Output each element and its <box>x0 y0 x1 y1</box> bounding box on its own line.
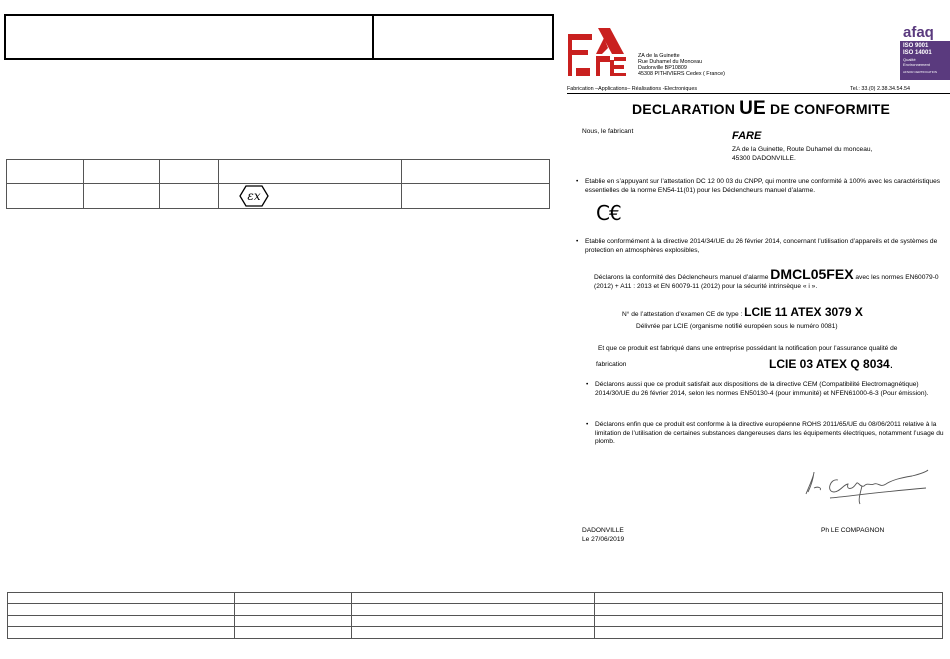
table-cell <box>160 184 219 209</box>
table-cell <box>235 627 352 639</box>
table-cell <box>219 160 402 184</box>
conformity-statement <box>594 266 950 291</box>
cert-line: ISO 14001 <box>903 50 932 56</box>
address-line: Rue Duhamel du Monceau <box>638 59 703 65</box>
bullet-text: Etablie conformément à la directive 2014/34/UE du 26 février 2014, concernant l’utilisation d’appareils et de systèmes de protection en atmosphères explosibles, <box>585 238 938 254</box>
quality-number: LCIE 03 ATEX Q 8034 <box>769 357 890 371</box>
afaq-certification-logo <box>900 24 950 80</box>
table-cell <box>8 593 235 604</box>
bullet-dot: • <box>586 381 589 388</box>
declaration-title <box>632 98 890 120</box>
table-cell <box>595 604 943 616</box>
ce-mark-icon: C€ <box>596 201 621 225</box>
table-cell <box>595 616 943 627</box>
quality-line: Et que ce produit est fabriqué dans une entreprise possédant la notification pour l’assurance qualité de <box>598 345 898 352</box>
table-cell <box>352 593 595 604</box>
title-ue: UE <box>739 98 766 119</box>
delivered-by: Délivrée par LCIE (organisme notifié européen sous le numéro 0081) <box>636 323 838 330</box>
cert-line: ISO 9001 <box>903 43 929 49</box>
manufacturer-address: ZA de la Guinette, Route Duhamel du monceau, <box>732 146 873 153</box>
header-box-divider <box>372 16 374 58</box>
table-cell <box>235 593 352 604</box>
header-box <box>4 14 554 60</box>
svg-text:εx: εx <box>247 189 261 203</box>
bullet-text: Etablie en s’appuyant sur l’attestation DC 12 00 03 du CNPP, qui montre une conformité à 100% avec les caractéristiques essentielles de la norme EN54-11(01) pour les Déclencheurs manuel d’alarme. <box>585 178 941 194</box>
table-row <box>7 160 550 184</box>
table-cell <box>402 184 550 209</box>
table-cell <box>352 604 595 616</box>
revision-table <box>7 592 943 639</box>
quality-label: fabrication <box>596 361 627 368</box>
table-cell <box>84 160 160 184</box>
table-row <box>8 616 943 627</box>
attestation-number: LCIE 11 ATEX 3079 X <box>744 305 863 319</box>
table-row <box>8 604 943 616</box>
table-cell <box>7 160 84 184</box>
table-cell <box>352 616 595 627</box>
bullet-dot: • <box>576 238 579 245</box>
manufacturer-address: 45300 DADONVILLE. <box>732 155 796 162</box>
bullet-item <box>586 421 950 447</box>
bullet-dot: • <box>586 421 589 428</box>
bullet-text: Déclarons aussi que ce produit satisfait aux dispositions de la directive CEM (Compatibilité Electromagnétique) 2014/30/UE du 26 février 2014, selon les normes EN50130-4 (pour immunité) et NFEN61000-6-3 (Pour émission). <box>595 381 929 397</box>
company-address <box>638 53 725 77</box>
table-cell <box>595 627 943 639</box>
quality-number-wrap: LCIE 03 ATEX Q 8034. <box>769 357 894 371</box>
address-line: 45308 PITHIVIERS Cedex ( France) <box>638 71 725 77</box>
address-line: Dadonville BP10809 <box>638 65 687 71</box>
table-cell <box>219 184 402 209</box>
table-cell <box>160 160 219 184</box>
table-cell <box>8 627 235 639</box>
table-cell <box>7 184 84 209</box>
bullet-item <box>576 238 950 255</box>
afaq-brand: afaq <box>900 24 950 41</box>
title-part: DECLARATION <box>632 101 740 117</box>
cert-line: Environnement <box>903 62 930 67</box>
cert-line: AFNOR CERTIFICATION <box>903 70 938 74</box>
cert-line: Qualité <box>903 57 916 62</box>
table-cell <box>595 593 943 604</box>
company-activities: Fabrication –Applications– Réalisations -Electroniques <box>567 86 698 92</box>
attestation-line <box>622 305 863 320</box>
bullet-item <box>586 381 950 398</box>
table-cell <box>402 160 550 184</box>
conformity-text: avec les normes EN60079-0 (2012) + A11 : 2013 et EN 60079-11 (2012) pour la sécurité intrinsèque « i ». <box>594 274 939 290</box>
table-cell <box>352 627 595 639</box>
ex-atex-hexagon-icon <box>239 185 269 207</box>
product-reference: DMCL05FEX <box>770 266 854 282</box>
table-cell <box>235 616 352 627</box>
handwritten-signature <box>800 458 930 508</box>
fare-logo <box>566 24 628 80</box>
marking-table <box>6 159 550 209</box>
signatory-name: Ph LE COMPAGNON <box>821 527 885 534</box>
table-cell <box>8 616 235 627</box>
intro-text: Nous, le fabricant <box>582 128 634 135</box>
bullet-dot: • <box>576 178 579 185</box>
table-cell <box>84 184 160 209</box>
conformity-text: Déclarons la conformité des Déclencheurs manuel d’alarme <box>594 274 771 281</box>
place: DADONVILLE <box>582 527 624 534</box>
attestation-label: N° de l’attestation d’examen CE de type : <box>622 311 745 318</box>
company-phone: Tel.: 33.(0) 2.38.34.54.54 <box>850 86 910 92</box>
header-rule <box>567 93 950 94</box>
table-row <box>8 627 943 639</box>
date: Le 27/06/2019 <box>582 536 625 543</box>
manufacturer-name: FARE <box>732 130 762 142</box>
address-line: ZA de la Guinette <box>638 53 680 59</box>
bullet-text: Déclarons enfin que ce produit est conforme à la directive européenne ROHS 2011/65/UE du 08/06/2011 relative à la limitation de l’utilisation de certaines substances dangereuses dans les équipements électriques, notamment l’usage du plomb. <box>595 421 944 446</box>
title-part: DE CONFORMITE <box>765 101 891 117</box>
table-cell <box>235 604 352 616</box>
table-cell <box>8 604 235 616</box>
bullet-item <box>576 178 950 195</box>
table-row <box>8 593 943 604</box>
table-row <box>7 184 550 209</box>
